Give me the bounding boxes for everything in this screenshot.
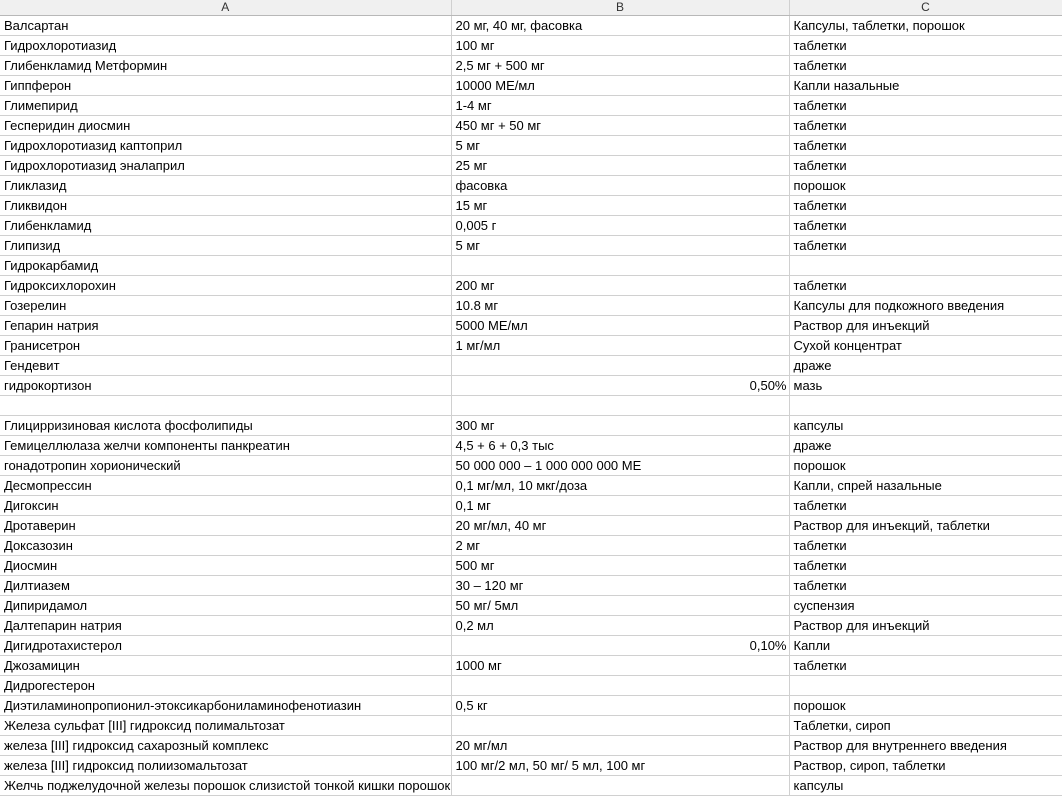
table-row — [0, 476, 1062, 496]
cell-c[interactable]: драже — [789, 356, 1062, 376]
cell-a[interactable]: Гидрокарбамид — [0, 256, 451, 276]
cell-b[interactable]: 5000 МЕ/мл — [451, 316, 789, 336]
table-row — [0, 716, 1062, 736]
cell-a[interactable]: Дилтиазем — [0, 576, 451, 596]
cell-c[interactable] — [789, 396, 1062, 416]
cell-c[interactable]: таблетки — [789, 36, 1062, 56]
table-row — [0, 56, 1062, 76]
cell-c[interactable]: Раствор, сироп, таблетки — [789, 756, 1062, 776]
cell-c[interactable]: суспензия — [789, 596, 1062, 616]
cell-a[interactable]: Гендевит — [0, 356, 451, 376]
cell-b[interactable] — [451, 396, 789, 416]
cell-a[interactable]: Гиппферон — [0, 76, 451, 96]
grid-body — [0, 16, 1062, 796]
column-header-a[interactable]: A — [0, 0, 451, 16]
column-header-b[interactable]: B — [451, 0, 789, 16]
table-row — [0, 656, 1062, 676]
cell-a[interactable]: Желчь поджелудочной железы порошок слизистой тонкой кишки порошок — [0, 776, 451, 796]
cell-a[interactable]: Глибенкламид Метформин — [0, 56, 451, 76]
cell-b[interactable]: 0,10% — [451, 636, 789, 656]
cell-a[interactable]: железа [III] гидроксид полиизомальтозат — [0, 756, 451, 776]
cell-a[interactable]: Далтепарин натрия — [0, 616, 451, 636]
cell-a[interactable]: Джозамицин — [0, 656, 451, 676]
cell-b[interactable]: 10.8 мг — [451, 296, 789, 316]
cell-a[interactable]: Гликвидон — [0, 196, 451, 216]
cell-b[interactable] — [451, 776, 789, 796]
cell-b[interactable]: 20 мг, 40 мг, фасовка — [451, 16, 789, 36]
cell-b[interactable]: 10000 МЕ/мл — [451, 76, 789, 96]
table-row — [0, 636, 1062, 656]
cell-c[interactable]: порошок — [789, 456, 1062, 476]
cell-a[interactable]: железа [III] гидроксид сахарозный комплекс — [0, 736, 451, 756]
cell-b[interactable]: 15 мг — [451, 196, 789, 216]
cell-c[interactable]: таблетки — [789, 276, 1062, 296]
cell-b[interactable]: 2,5 мг + 500 мг — [451, 56, 789, 76]
cell-b[interactable]: 2 мг — [451, 536, 789, 556]
cell-a[interactable]: Гидрохлоротиазид эналаприл — [0, 156, 451, 176]
table-row — [0, 776, 1062, 796]
cell-b[interactable]: 450 мг + 50 мг — [451, 116, 789, 136]
cell-b[interactable]: 100 мг — [451, 36, 789, 56]
cell-c[interactable]: драже — [789, 436, 1062, 456]
table-row — [0, 676, 1062, 696]
cell-b[interactable]: 30 – 120 мг — [451, 576, 789, 596]
table-row — [0, 456, 1062, 476]
table-row — [0, 16, 1062, 36]
cell-a[interactable] — [0, 396, 451, 416]
cell-b[interactable]: 0,50% — [451, 376, 789, 396]
cell-c[interactable]: таблетки — [789, 576, 1062, 596]
cell-b[interactable]: 300 мг — [451, 416, 789, 436]
cell-c[interactable] — [789, 676, 1062, 696]
cell-b[interactable]: 1-4 мг — [451, 96, 789, 116]
cell-a[interactable]: гидрокортизон — [0, 376, 451, 396]
table-row — [0, 536, 1062, 556]
cell-b[interactable]: 1 мг/мл — [451, 336, 789, 356]
cell-a[interactable]: Глибенкламид — [0, 216, 451, 236]
table-row — [0, 36, 1062, 56]
cell-a[interactable]: Диосмин — [0, 556, 451, 576]
cell-c[interactable]: Капсулы, таблетки, порошок — [789, 16, 1062, 36]
cell-a[interactable]: Дипиридамол — [0, 596, 451, 616]
cell-a[interactable]: Дигидротахистерол — [0, 636, 451, 656]
cell-b[interactable]: 50 000 000 – 1 000 000 000 МЕ — [451, 456, 789, 476]
cell-a[interactable]: Гранисетрон — [0, 336, 451, 356]
cell-a[interactable]: Дидрогестерон — [0, 676, 451, 696]
cell-c[interactable]: Капсулы для подкожного введения — [789, 296, 1062, 316]
column-header-row — [0, 0, 1062, 16]
cell-b[interactable] — [451, 256, 789, 276]
cell-b[interactable] — [451, 356, 789, 376]
cell-c[interactable]: таблетки — [789, 216, 1062, 236]
table-row — [0, 136, 1062, 156]
cell-a[interactable]: Глимепирид — [0, 96, 451, 116]
cell-c[interactable]: Сухой концентрат — [789, 336, 1062, 356]
cell-c[interactable]: таблетки — [789, 656, 1062, 676]
table-row — [0, 356, 1062, 376]
cell-a[interactable]: Дротаверин — [0, 516, 451, 536]
cell-a[interactable]: Десмопрессин — [0, 476, 451, 496]
table-row — [0, 756, 1062, 776]
cell-b[interactable]: 25 мг — [451, 156, 789, 176]
table-row — [0, 516, 1062, 536]
cell-c[interactable]: порошок — [789, 176, 1062, 196]
cell-b[interactable]: 200 мг — [451, 276, 789, 296]
cell-c[interactable]: капсулы — [789, 416, 1062, 436]
table-row — [0, 696, 1062, 716]
cell-c[interactable]: таблетки — [789, 236, 1062, 256]
cell-b[interactable]: 0,1 мг/мл, 10 мкг/доза — [451, 476, 789, 496]
cell-a[interactable]: Гепарин натрия — [0, 316, 451, 336]
table-row — [0, 736, 1062, 756]
table-row — [0, 376, 1062, 396]
table-row — [0, 196, 1062, 216]
cell-c[interactable]: мазь — [789, 376, 1062, 396]
table-row — [0, 496, 1062, 516]
cell-b[interactable]: 0,2 мл — [451, 616, 789, 636]
cell-a[interactable]: Глицирризиновая кислота фосфолипиды — [0, 416, 451, 436]
cell-a[interactable]: Дигоксин — [0, 496, 451, 516]
table-row — [0, 176, 1062, 196]
cell-b[interactable]: 1000 мг — [451, 656, 789, 676]
table-row — [0, 616, 1062, 636]
cell-c[interactable]: таблетки — [789, 136, 1062, 156]
cell-c[interactable]: Капли назальные — [789, 76, 1062, 96]
cell-b[interactable]: 0,005 г — [451, 216, 789, 236]
table-row — [0, 236, 1062, 256]
cell-a[interactable]: Железа сульфат [III] гидроксид полимальтозат — [0, 716, 451, 736]
cell-a[interactable]: Гесперидин диосмин — [0, 116, 451, 136]
column-header-c[interactable]: C — [789, 0, 1062, 16]
cell-b[interactable]: 0,1 мг — [451, 496, 789, 516]
cell-c[interactable]: таблетки — [789, 496, 1062, 516]
cell-c[interactable]: Раствор для внутреннего введения — [789, 736, 1062, 756]
table-row — [0, 576, 1062, 596]
cell-b[interactable]: 500 мг — [451, 556, 789, 576]
cell-c[interactable]: таблетки — [789, 96, 1062, 116]
cell-c[interactable]: таблетки — [789, 116, 1062, 136]
table-row — [0, 276, 1062, 296]
cell-c[interactable]: порошок — [789, 696, 1062, 716]
cell-b[interactable]: 5 мг — [451, 236, 789, 256]
table-row — [0, 96, 1062, 116]
cell-c[interactable]: таблетки — [789, 156, 1062, 176]
cell-b[interactable]: фасовка — [451, 176, 789, 196]
table-row — [0, 216, 1062, 236]
table-row — [0, 256, 1062, 276]
table-row — [0, 396, 1062, 416]
cell-b[interactable]: 100 мг/2 мл, 50 мг/ 5 мл, 100 мг — [451, 756, 789, 776]
cell-c[interactable]: таблетки — [789, 556, 1062, 576]
cell-c[interactable]: Раствор для инъекций — [789, 616, 1062, 636]
cell-c[interactable]: таблетки — [789, 56, 1062, 76]
cell-b[interactable]: 0,5 кг — [451, 696, 789, 716]
table-row — [0, 296, 1062, 316]
cell-c[interactable]: Раствор для инъекций — [789, 316, 1062, 336]
cell-a[interactable]: Диэтиламинопропионил-этоксикарбониламинофенотиазин — [0, 696, 451, 716]
cell-c[interactable]: Раствор для инъекций, таблетки — [789, 516, 1062, 536]
table-row — [0, 596, 1062, 616]
cell-a[interactable]: Гидрохлоротиазид каптоприл — [0, 136, 451, 156]
cell-b[interactable] — [451, 716, 789, 736]
cell-c[interactable]: Капли, спрей назальные — [789, 476, 1062, 496]
table-row — [0, 436, 1062, 456]
cell-a[interactable]: Гидроксихлорохин — [0, 276, 451, 296]
cell-b[interactable]: 20 мг/мл — [451, 736, 789, 756]
cell-b[interactable] — [451, 676, 789, 696]
cell-b[interactable]: 50 мг/ 5мл — [451, 596, 789, 616]
cell-c[interactable]: Капли — [789, 636, 1062, 656]
table-row — [0, 556, 1062, 576]
cell-b[interactable]: 20 мг/мл, 40 мг — [451, 516, 789, 536]
cell-c[interactable]: таблетки — [789, 536, 1062, 556]
cell-b[interactable]: 4,5 + 6 + 0,3 тыс — [451, 436, 789, 456]
cell-a[interactable]: Глипизид — [0, 236, 451, 256]
cell-b[interactable]: 5 мг — [451, 136, 789, 156]
cell-c[interactable]: капсулы — [789, 776, 1062, 796]
cell-a[interactable]: Гозерелин — [0, 296, 451, 316]
table-row — [0, 116, 1062, 136]
cell-a[interactable]: Гидрохлоротиазид — [0, 36, 451, 56]
table-row — [0, 416, 1062, 436]
cell-a[interactable]: Гемицеллюлаза желчи компоненты панкреатин — [0, 436, 451, 456]
table-row — [0, 76, 1062, 96]
cell-a[interactable]: гонадотропин хорионический — [0, 456, 451, 476]
cell-c[interactable] — [789, 256, 1062, 276]
table-row — [0, 156, 1062, 176]
cell-c[interactable]: Таблетки, сироп — [789, 716, 1062, 736]
table-row — [0, 336, 1062, 356]
cell-c[interactable]: таблетки — [789, 196, 1062, 216]
cell-a[interactable]: Валсартан — [0, 16, 451, 36]
cell-a[interactable]: Доксазозин — [0, 536, 451, 556]
table-row — [0, 316, 1062, 336]
cell-a[interactable]: Гликлазид — [0, 176, 451, 196]
